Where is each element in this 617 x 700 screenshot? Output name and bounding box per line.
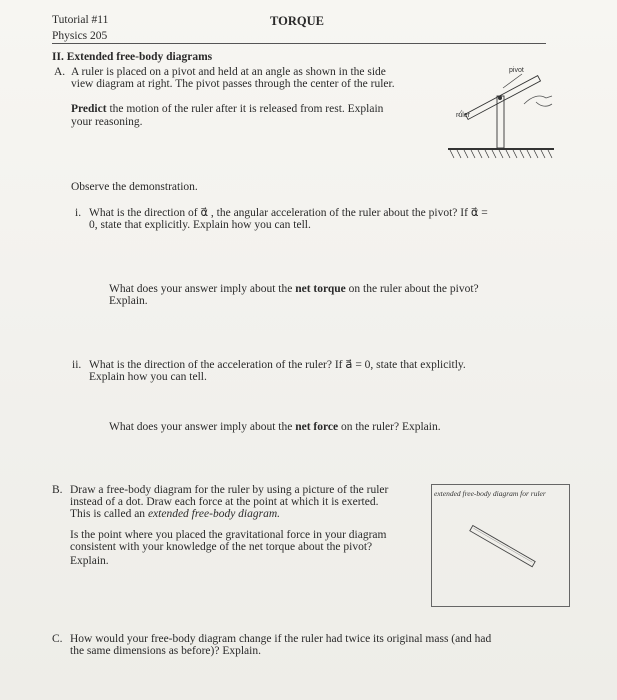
part-b-question-line2: consistent with your knowledge of the net torque about the pivot? <box>70 541 373 553</box>
net-torque-question <box>109 283 479 296</box>
course-name: Physics 205 <box>52 30 108 42</box>
free-body-box-label: extended free-body diagram for ruler <box>434 489 546 498</box>
net-force-question <box>109 421 441 434</box>
observe-text: Observe the demonstration. <box>71 181 198 193</box>
part-b-question-line3: Explain. <box>70 555 109 567</box>
page-title: TORQUE <box>270 14 324 28</box>
net-force-post: on the ruler? Explain. <box>338 421 441 433</box>
part-a-label: A. <box>54 66 66 78</box>
net-torque-pre: What does your answer imply about the <box>109 283 296 295</box>
hand-sketch <box>524 96 552 106</box>
question-ii-number: ii. <box>72 359 82 371</box>
part-b-question-line1: Is the point where you placed the gravitational force in your diagram <box>70 529 387 541</box>
net-force-keyword: net force <box>295 421 339 433</box>
part-c-label: C. <box>52 633 63 645</box>
part-a-line2: view diagram at right. The pivot passes through the center of the ruler. <box>71 78 395 90</box>
pivot-point <box>498 96 502 100</box>
question-ii-line2: Explain how you can tell. <box>89 371 207 383</box>
ground-line <box>448 148 554 150</box>
question-i-line1: What is the direction of α⃗ , the angular acceleration of the ruler about the pivot? If α⃗ = <box>89 207 488 219</box>
predict-text: the motion of the ruler after it is released from rest. Explain <box>106 103 384 115</box>
part-a-line1: A ruler is placed on a pivot and held at an angle as shown in the side <box>71 66 386 78</box>
ruler-shape <box>465 76 540 120</box>
net-torque-post: on the ruler about the pivot? <box>345 283 479 295</box>
ruler-pivot-diagram <box>440 58 560 168</box>
ground-hatching <box>450 150 552 158</box>
net-force-pre: What does your answer imply about the <box>109 421 296 433</box>
predict-keyword: Predict <box>71 103 107 115</box>
question-ii-line1: What is the direction of the acceleration of the ruler? If a⃗ = 0, state that explicitly. <box>89 359 466 371</box>
net-torque-explain: Explain. <box>109 295 148 307</box>
part-c-line1: How would your free-body diagram change if the ruler had twice its original mass (and had <box>70 633 492 645</box>
section-heading: II. Extended free-body diagrams <box>52 51 213 63</box>
question-i-line2: 0, state that explicitly. Explain how you can tell. <box>89 219 311 231</box>
net-torque-keyword: net torque <box>295 283 346 295</box>
part-b-line3-pre: This is called an <box>70 508 148 520</box>
part-a-predict-line1 <box>71 103 383 116</box>
pivot-label: pivot <box>509 67 524 74</box>
part-b-line3-italic: extended free-body diagram. <box>147 508 281 520</box>
part-b-line2: instead of a dot. Draw each force at the point at which it is exerted. <box>70 496 379 508</box>
header-rule <box>52 43 546 44</box>
part-c-line2: the same dimensions as before)? Explain. <box>70 645 261 657</box>
question-i-number: i. <box>75 207 82 219</box>
part-b-label: B. <box>52 484 63 496</box>
part-a-predict-line2: your reasoning. <box>71 116 143 128</box>
tutorial-number: Tutorial #11 <box>52 14 109 26</box>
part-b-line3 <box>70 508 280 521</box>
ruler-in-box-drawing <box>462 522 542 572</box>
part-b-line1: Draw a free-body diagram for the ruler by using a picture of the ruler <box>70 484 389 496</box>
ruler-label: ruler <box>456 112 471 119</box>
